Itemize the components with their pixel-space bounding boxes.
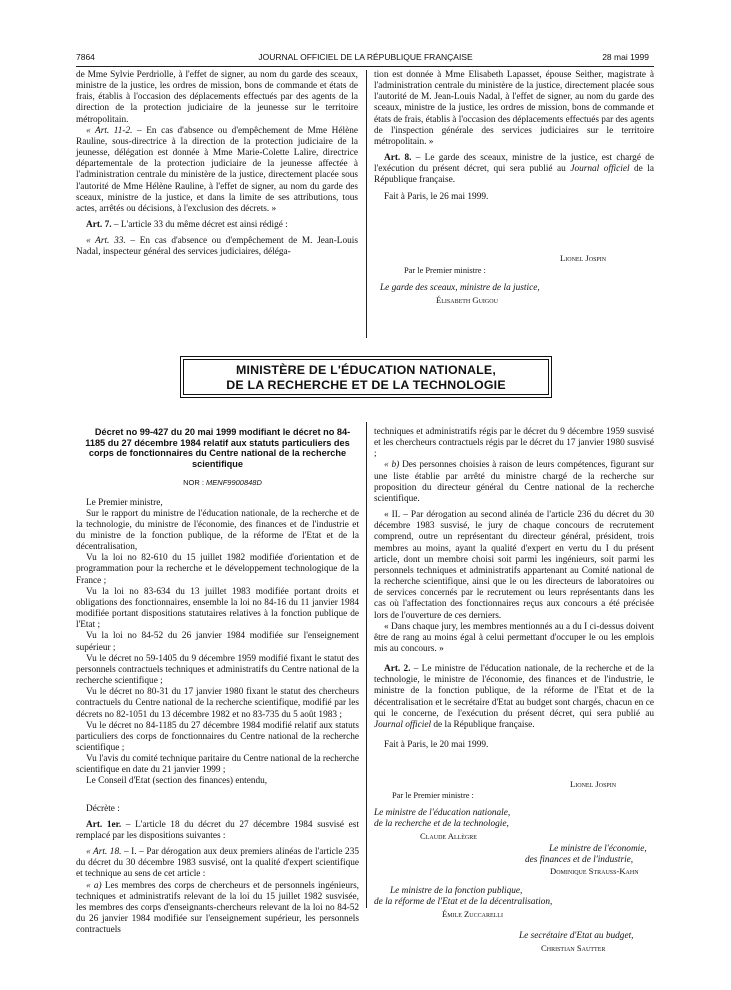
article-ref: « Art. 18. — [86, 847, 122, 858]
paragraph-text: Des personnes choisies à raison de leurs compétences, figurant sur une liste établie par arrêté du ministre chargé de la recherche sur proposition du directeur général du Centre national de la recherche scientifique. — [374, 460, 654, 504]
paragraph-text: – L'article 33 du même décret est ainsi rédigé : — [111, 220, 288, 231]
issue-date: 28 mai 1999 — [602, 52, 649, 62]
ministry-line-1: MINISTÈRE DE L'ÉDUCATION NATIONALE, — [235, 363, 497, 377]
paragraph: Vu le décret no 84-1185 du 27 décembre 1984 modifié relatif aux statuts particuliers des corps de fonctionnaires du Centre national de la recherche scientifique ; — [76, 720, 359, 753]
paragraph: techniques et administratifs régis par le décret du 9 décembre 1959 susvisé et les chercheurs contractuels régis par le décret du 17 janvier 1980 susvisé ; — [374, 427, 654, 460]
article-label: Art. 7. — [86, 220, 112, 231]
paragraph: tion est donnée à Mme Elisabeth Lapasset, épouse Seither, magistrate à l'administration centrale du ministère de la justice, directement placée sous l'autorité de M. Jean-Louis Nadal, à l'effet de signer, au nom du garde des sceaux, ministre de la justice, les ordres de mission, bons de commande et états de frais, établis à l'occasion des déplacements effectués par des agents de l'inspection générale des services judiciaires sur le territoire métropolitain. » — [374, 70, 654, 147]
done-at: Fait à Paris, le 26 mai 1999. — [384, 191, 489, 202]
article-ref: « Art. 33. — [86, 236, 126, 247]
paragraph-text: – Le ministre de l'éducation nationale, de la recherche et de la technologie, le ministre de l'économie, des finances et de l'industrie, le ministre de la fonction publique, de la réforme de l'Etat et de la décentralisation et le secrétaire d'Etat au budget sont chargés, chacun en ce qui le concerne, de l'exécution du présent décret, qui sera publié au — [374, 664, 654, 719]
signatory-name: Élisabeth Guigou — [436, 295, 498, 305]
nor-label: NOR : — [183, 478, 204, 488]
decree-title: Décret no 99-427 du 20 mai 1999 modifiant le décret no 84-1185 du 27 décembre 1984 relatif aux statuts particuliers des corps de fonctionnaires du Centre national de la recherche scientifique — [85, 427, 351, 469]
signatory-name: Émile Zuccarelli — [442, 909, 503, 919]
signatory-title: Le secrétaire d'Etat au budget, — [519, 931, 634, 941]
page-number: 7864 — [76, 52, 95, 62]
paragraph — [374, 664, 654, 731]
paragraph — [76, 847, 359, 880]
paragraph-text: – En cas d'absence ou d'empêchement de Mme Hélène Rauline, sous-directrice à la direction de la protection judiciaire de la jeunesse, délégation est donnée à Mme Marie-Colette Lalire, directrice départementale de la protection judiciaire de la jeunesse affectée à l'administration centrale du ministère de la justice, directement placée sous l'autorité de Mme Hélène Rauline, à l'effet de signer, au nom du garde des sceaux, ministre de la justice, et dans la limite de ses attributions, tous actes, arrêtés ou décisions, à l'exclusion des décrets. » — [76, 125, 358, 214]
paragraph — [76, 220, 358, 231]
paragraph: Le Conseil d'Etat (section des finances) entendu, — [86, 776, 268, 787]
nor-value: MENF9900848D — [206, 478, 262, 488]
top-left-column — [76, 70, 358, 259]
paragraph-text: Les membres des corps de chercheurs et de personnels ingénieurs, techniques et administratifs relevant de la loi du 15 juillet 1982 susvisée, les membres des corps d'enseignants-chercheurs relevant de la loi no 84-52 du 26 janvier 1984 modifiée sur l'enseignement supérieur, les personnels contractuels — [76, 880, 360, 936]
paragraph: Vu l'avis du comité technique paritaire du Centre national de la recherche scientifique en date du 21 janvier 1999 ; — [76, 754, 359, 776]
paragraph — [76, 881, 359, 937]
signatory-title: de la recherche et de la technologie, — [374, 819, 509, 829]
journal-ref: Journal officiel — [374, 719, 432, 730]
signer-name: Lionel Jospin — [560, 253, 607, 263]
by-prime-minister: Par le Premier ministre : — [404, 266, 486, 275]
signatory-title: Le ministre de l'éducation nationale, — [374, 808, 511, 818]
paragraph — [76, 236, 358, 258]
paragraph: Le Premier ministre, — [86, 497, 163, 508]
paragraph — [374, 153, 654, 186]
journal-ref: Journal officiel — [570, 164, 630, 175]
paragraph: Vu le décret no 59-1405 du 9 décembre 1959 modifié fixant le statut des personnels contractuels techniques et administratifs du Centre national de la recherche scientifique ; — [76, 653, 359, 687]
signatory-title: des finances et de l'industrie, — [525, 855, 634, 865]
item-label: « a) — [86, 880, 102, 891]
article-ref: « Art. 11-2. — [86, 125, 133, 136]
signatory-title: Le garde des sceaux, ministre de la justice, — [380, 283, 540, 293]
paragraph: « Dans chaque jury, les membres mentionnés au a du I ci-dessus doivent être de rang au moins égal à celui permettant d'occuper le ou les emplois mis au concours. » — [374, 621, 654, 654]
paragraph — [76, 126, 358, 215]
paragraph-text: de la République française. — [431, 719, 535, 730]
paragraph-text: – En cas d'absence ou d'empêchement de M. Jean-Louis Nadal, inspecteur général des services judiciaires, déléga- — [76, 236, 358, 258]
by-prime-minister: Par le Premier ministre : — [392, 791, 474, 800]
paragraph: « II. – Par dérogation au second alinéa de l'article 236 du décret du 30 décembre 1983 susvisé, le jury de chaque concours de recrutement comprend, outre un représentant du directeur général, président, trois membres au moins, ayant la qualité d'expert en vertu du I du présent article, dont un membre choisi soit parmi les ingénieurs, soit parmi les personnels techniques et administratifs appartenant au Comité national de la recherche scientifique, ainsi que le ou les directeurs de laboratoires ou de services concernés par le recrutement ou leurs représentants dans les cas où l'affectation des fonctionnaires reçus aux concours a été précisée lors de l'ouverture de ces derniers. — [374, 510, 654, 621]
signatory-title: Le ministre de la fonction publique, — [390, 886, 523, 896]
paragraph: Vu la loi no 82-610 du 15 juillet 1982 modifiée d'orientation et de programmation pour la recherche et le développement technologique de la France ; — [76, 553, 359, 586]
paragraph-text: – Le garde des sceaux, ministre de la justice, est chargé de l'exécution du présent décret, qui sera publié au — [374, 153, 654, 175]
nor-reference — [76, 477, 359, 488]
column-divider-top — [366, 70, 367, 338]
article-label: Art. 1er. — [86, 819, 122, 830]
done-at: Fait à Paris, le 20 mai 1999. — [384, 740, 489, 751]
paragraph: Vu la loi no 83-634 du 13 juillet 1983 modifiée portant droits et obligations des fonctionnaires, ensemble la loi no 84-16 du 11 janvier 1984 modifiée portant dispositions statutaires relatives à la fonction publique de l'Etat ; — [76, 586, 359, 631]
paragraph-text: – I. – Par dérogation aux deux premiers alinéas de l'article 235 du décret du 30 décembre 1983 susvisé, ont la qualité d'expert scientifique et technique au sens de cet article : — [76, 847, 359, 880]
paragraph: de Mme Sylvie Perdriolle, à l'effet de signer, au nom du garde des sceaux, ministre de la justice, les ordres de mission, bons de commande et états de frais, établis à l'occasion des déplacements effectués par des agents de la direction de la protection judiciaire de la jeunesse sur le territoire métropolitain. — [76, 70, 358, 125]
ministry-banner-inner — [183, 359, 549, 395]
paragraph-text: – L'article 18 du décret du 27 décembre 1984 susvisé est remplacé par les dispositions suivantes : — [76, 819, 359, 841]
signatory-name: Claude Allègre — [420, 831, 477, 841]
ministry-line-2: DE LA RECHERCHE ET DE LA TECHNOLOGIE — [226, 378, 506, 392]
signatory-title: Le ministre de l'économie, — [549, 844, 647, 854]
paragraph: Vu la loi no 84-52 du 26 janvier 1984 modifiée sur l'enseignement supérieur ; — [76, 631, 359, 653]
paragraph: Vu le décret no 80-31 du 17 janvier 1980 fixant le statut des chercheurs contractuels du Centre national de la recherche scientifique, modifié par les décrets no 82-1051 du 13 décembre 1982 et no 83-735 du 5 août 1983 ; — [76, 687, 359, 720]
signer-name: Lionel Jospin — [570, 779, 617, 789]
paragraph — [76, 820, 359, 842]
decree-left-column — [76, 427, 359, 936]
journal-title: JOURNAL OFFICIEL DE LA RÉPUBLIQUE FRANÇAISE — [258, 52, 473, 62]
article-label: Art. 2. — [384, 664, 411, 675]
column-divider-bottom — [366, 422, 367, 908]
header-rule — [76, 66, 654, 67]
page-header — [0, 52, 731, 66]
top-right-column — [374, 70, 654, 203]
signatory-name: Christian Sautter — [541, 943, 606, 953]
article-label: Art. 8. — [384, 153, 412, 164]
signatory-title: de la réforme de l'Etat et de la décentralisation, — [374, 897, 553, 907]
decree-right-column — [374, 427, 654, 751]
decrete-line: Décrète : — [86, 803, 120, 814]
ministry-banner — [180, 356, 552, 398]
signatory-name: Dominique Strauss-Kahn — [550, 866, 639, 876]
item-label: « b) — [384, 460, 400, 471]
paragraph-text: de la République française. — [374, 164, 655, 186]
paragraph: Sur le rapport du ministre de l'éducation nationale, de la recherche et de la technologie, du ministre de l'économie, des finances et de l'industrie et du ministre de la fonction publique, de la réforme de l'Etat et de la décentralisation, — [76, 508, 359, 553]
paragraph — [374, 460, 654, 505]
